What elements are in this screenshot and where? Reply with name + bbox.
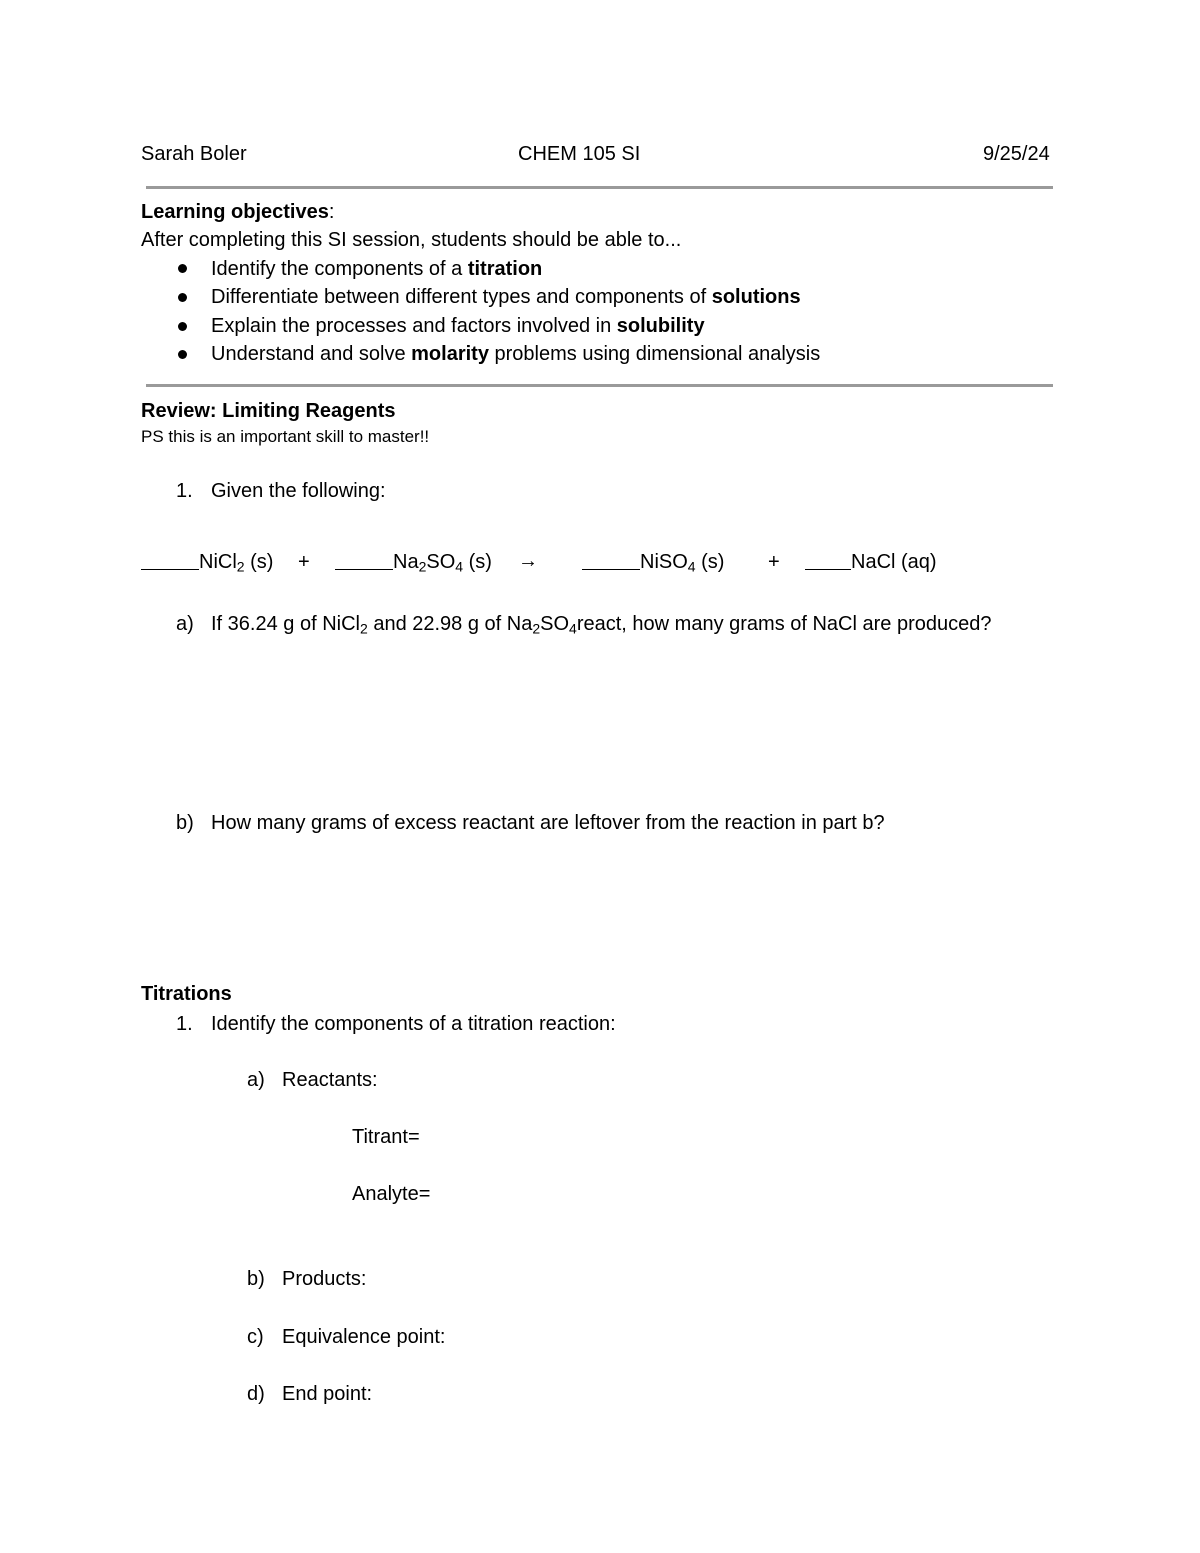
bullet-icon	[178, 322, 187, 331]
review-note: PS this is an important skill to master!!	[141, 427, 430, 446]
objectives-intro: After completing this SI session, students should be able to...	[141, 229, 682, 251]
subquestion-label: c)	[247, 1326, 264, 1348]
course-title: CHEM 105 SI	[518, 143, 641, 165]
objective-item: Differentiate between different types and components of solutions	[211, 286, 801, 308]
end-point-label: End point:	[282, 1383, 373, 1405]
document-date: 9/25/24	[983, 143, 1050, 165]
subquestion-label: d)	[247, 1383, 265, 1405]
objective-item: Understand and solve molarity problems using dimensional analysis	[211, 343, 821, 365]
bullet-icon	[178, 264, 187, 273]
equivalence-point-label: Equivalence point:	[282, 1326, 446, 1348]
equation-product-1: NiSO$_4$ (s)	[582, 550, 724, 574]
subquestion-text: If 36.24 g of NiCl$_2$ and 22.98 g of $Na_2SO_4react$, how many grams of NaCl are produced?	[211, 613, 992, 637]
coefficient-blank	[582, 568, 640, 570]
reaction-arrow-icon: →	[518, 550, 538, 572]
subquestion-label: a)	[176, 613, 194, 635]
equation-reactant-1: NiCl$_2$ (s)	[141, 550, 273, 574]
review-heading: Review: Limiting Reagents	[141, 400, 396, 422]
bullet-icon	[178, 350, 187, 359]
coefficient-blank	[335, 568, 393, 570]
subquestion-label: b)	[176, 812, 194, 834]
coefficient-blank	[141, 568, 199, 570]
question-text: Identify the components of a titration reaction:	[211, 1013, 616, 1035]
equation-product-2: NaCl (aq)	[805, 550, 937, 574]
analyte-label: Analyte=	[352, 1183, 431, 1205]
titrations-heading: Titrations	[141, 983, 232, 1005]
question-number: 1.	[176, 480, 193, 502]
header-divider	[146, 186, 1053, 189]
subquestion-text: How many grams of excess reactant are leftover from the reaction in part b?	[211, 812, 885, 834]
equation-plus: +	[298, 551, 310, 573]
objective-item: Explain the processes and factors involved in solubility	[211, 315, 705, 337]
products-label: Products:	[282, 1268, 367, 1290]
titrant-label: Titrant=	[352, 1126, 420, 1148]
bullet-icon	[178, 293, 187, 302]
equation-reactant-2: $Na_2SO_4$ (s)	[335, 550, 492, 574]
question-text: Given the following:	[211, 480, 386, 502]
objectives-heading: Learning objectives:	[141, 201, 335, 223]
author-name: Sarah Boler	[141, 143, 247, 165]
section-divider	[146, 384, 1053, 387]
subquestion-label: a)	[247, 1069, 265, 1091]
subquestion-label: b)	[247, 1268, 265, 1290]
coefficient-blank	[805, 568, 851, 570]
objective-item: Identify the components of a titration	[211, 258, 543, 280]
question-number: 1.	[176, 1013, 193, 1035]
equation-plus: +	[768, 551, 780, 573]
reactants-label: Reactants:	[282, 1069, 378, 1091]
